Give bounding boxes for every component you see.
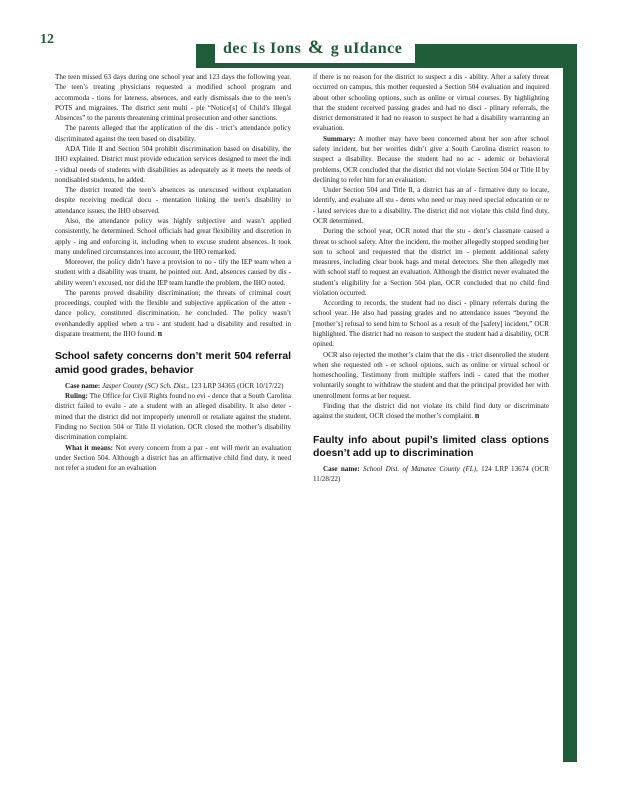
body-paragraph (313, 401, 549, 422)
title-part-2: g uIdance (330, 40, 403, 57)
section-title (215, 33, 415, 63)
title-ampersand: & (307, 37, 325, 58)
case-label: Case name: (323, 465, 360, 474)
body-paragraph (55, 288, 291, 339)
case-citation: , 123 LRP 34365 (OCR 10/17/22) (187, 381, 284, 390)
case-citation: , 124 LRP 13674 (OCR 11/28/22) (313, 465, 549, 484)
body-paragraph: Moreover, the policy didn’t have a provision to no - tify the IEP team when a student with a disability was truant, he pointed out. And, absences caused by dis - ability weren’t excused, nor did the IEP team handle the problem, the IHO noted. (55, 258, 291, 287)
left-column (55, 72, 291, 473)
means-label: What it means: (65, 443, 113, 452)
article-heading: School safety concerns don’t merit 504 referral amid good grades, behavior (55, 351, 291, 376)
summary-label: Summary: (323, 134, 356, 143)
body-paragraph: Under Section 504 and Title II, a district has an af - firmative duty to locate, identify, and evaluate all stu - dents who need or may need special education or re - lated services due to a disability. The district did not violate this child find duty, OCR determined. (313, 186, 549, 225)
case-name (313, 464, 549, 485)
body-paragraph: According to records, the student had no disci - plinary referrals during the school year. He also had passing grades and no attendance issues “beyond the [mother’s] refusal to send him to School as a result of the [safety] incident,” OCR highlighted. The district had no reason to suspect the student had a disability, OCR opined. (313, 299, 549, 349)
means-text: Not every concern from a par - ent will merit an evaluation under Section 504. Although a district has an affirmative child find duty, it need not refer a student for an evaluation (55, 443, 291, 473)
paragraph-text: The parents proved disability discrimination; the threats of criminal court proceedings, coupled with the flexible and subjective application of the atten - dance policy, constituted discrimination, he concluded. The policy wasn’t evenhandedly applied when a tru - ant student had a disability and resulted in disparate treatment, the IHO found. (55, 288, 291, 339)
page-number: 12 (40, 32, 54, 47)
case-label: Case name: (65, 381, 101, 390)
body-paragraph: During the school year, OCR noted that the stu - dent’s classmate caused a threat to school safety. After the incident, the mother allegedly stopped sending her son to school and requested that the district im - plement additional safety measures, including clear book bags and metal detectors. She then allegedly met with school staff to request an evaluation. Although the district never evaluated the student’s eligibility for a Section 504 plan, OCR concluded that no child find violation occurred. (313, 227, 549, 297)
case-title: Jasper County (SC) Sch. Dist. (102, 381, 188, 390)
ruling (55, 391, 291, 442)
title-part-1: dec Is Ions (223, 40, 302, 57)
paragraph-text: Finding that the district did not violate its child find duty or discriminate against the student, OCR closed the mother’s complaint. (313, 402, 549, 421)
body-paragraph: The teen missed 63 days during one school year and 123 days the following year. The teen’s treating physicians requested a modified school program and accommoda - tions for lateness, absences, and early dismissals due to the teen’s POTS and migraines. The district sent multi - ple “Notice[s] of Child’s Illegal Absences” to the parents threatening criminal prosecution and other sanctions. (55, 73, 291, 123)
what-it-means (55, 443, 291, 474)
case-name (55, 381, 291, 391)
body-paragraph: The parents alleged that the application of the dis - trict’s attendance policy discriminated against the teen based on disability. (55, 124, 291, 143)
side-band (563, 44, 577, 762)
body-paragraph: OCR also rejected the mother’s claim that the dis - trict disenrolled the student when she requested oth - er school options, such as online or virtual school or homeschooling. Testimony from multiple staffers indi - cated that the mother voluntarily sought to withdraw the student and that the principal provided her with unenrollment forms at her request. (313, 350, 549, 400)
summary (313, 134, 549, 185)
body-paragraph: Also, the attendance policy was highly subjective and wasn’t applied consistently, he determined. School officials had great flexibility and discretion in apply - ing and enforcing it, including when to excuse student absences. It took many undefined circumstances into account, the IHO remarked. (55, 216, 291, 256)
ruling-label: Ruling: (65, 392, 88, 401)
right-column (313, 72, 549, 485)
article-heading: Faulty info about pupil’s limited class options doesn’t add up to discrimination (313, 434, 549, 459)
body-paragraph: The district treated the teen’s absences as unexcused without explanation despite receiving medical docu - mentation linking the teen’s disability to attendance issues, the IHO observed. (55, 186, 291, 215)
summary-text: A mother may have been concerned about her son after school safety incident, but her worries didn’t give a South Carolina district reason to suspect a disability. Because the student had no ac - ademic or behavioral problems, OCR concluded that the district did not violate Section 504 or Title II by declining to refer him for an evaluation. (313, 134, 549, 184)
case-title: School Dist. of Manatee County (FL) (363, 465, 477, 474)
end-mark: n (474, 411, 480, 421)
body-paragraph: ADA Title II and Section 504 prohibit discrimination based on disability, the IHO explained. District must provide education services designed to meet the indi - vidual needs of students with disabilities as adequately as it meets the needs of nondisabled students, he added. (55, 144, 291, 184)
ruling-text: The Office for Civil Rights found no evi - dence that a South Carolina district failed to evalu - ate a student with an alleged disability. It also deter - mined that the district did not improperly unenroll or retaliate against the student. Finding no Section 504 or Title II violation, OCR closed the mother’s disability discrimination complaint. (55, 392, 291, 442)
end-mark: n (157, 329, 163, 339)
body-paragraph: if there is no reason for the district to suspect a dis - ability. After a safety threat occurred on campus, this mother requested a Section 504 evaluation and inquired about other schooling options, such as online or virtual courses. By highlighting that the student received passing grades and had no disci - plinary referrals, the district demonstrated it had no reason to suspect he had a disability warranting an evaluation. (313, 73, 549, 133)
